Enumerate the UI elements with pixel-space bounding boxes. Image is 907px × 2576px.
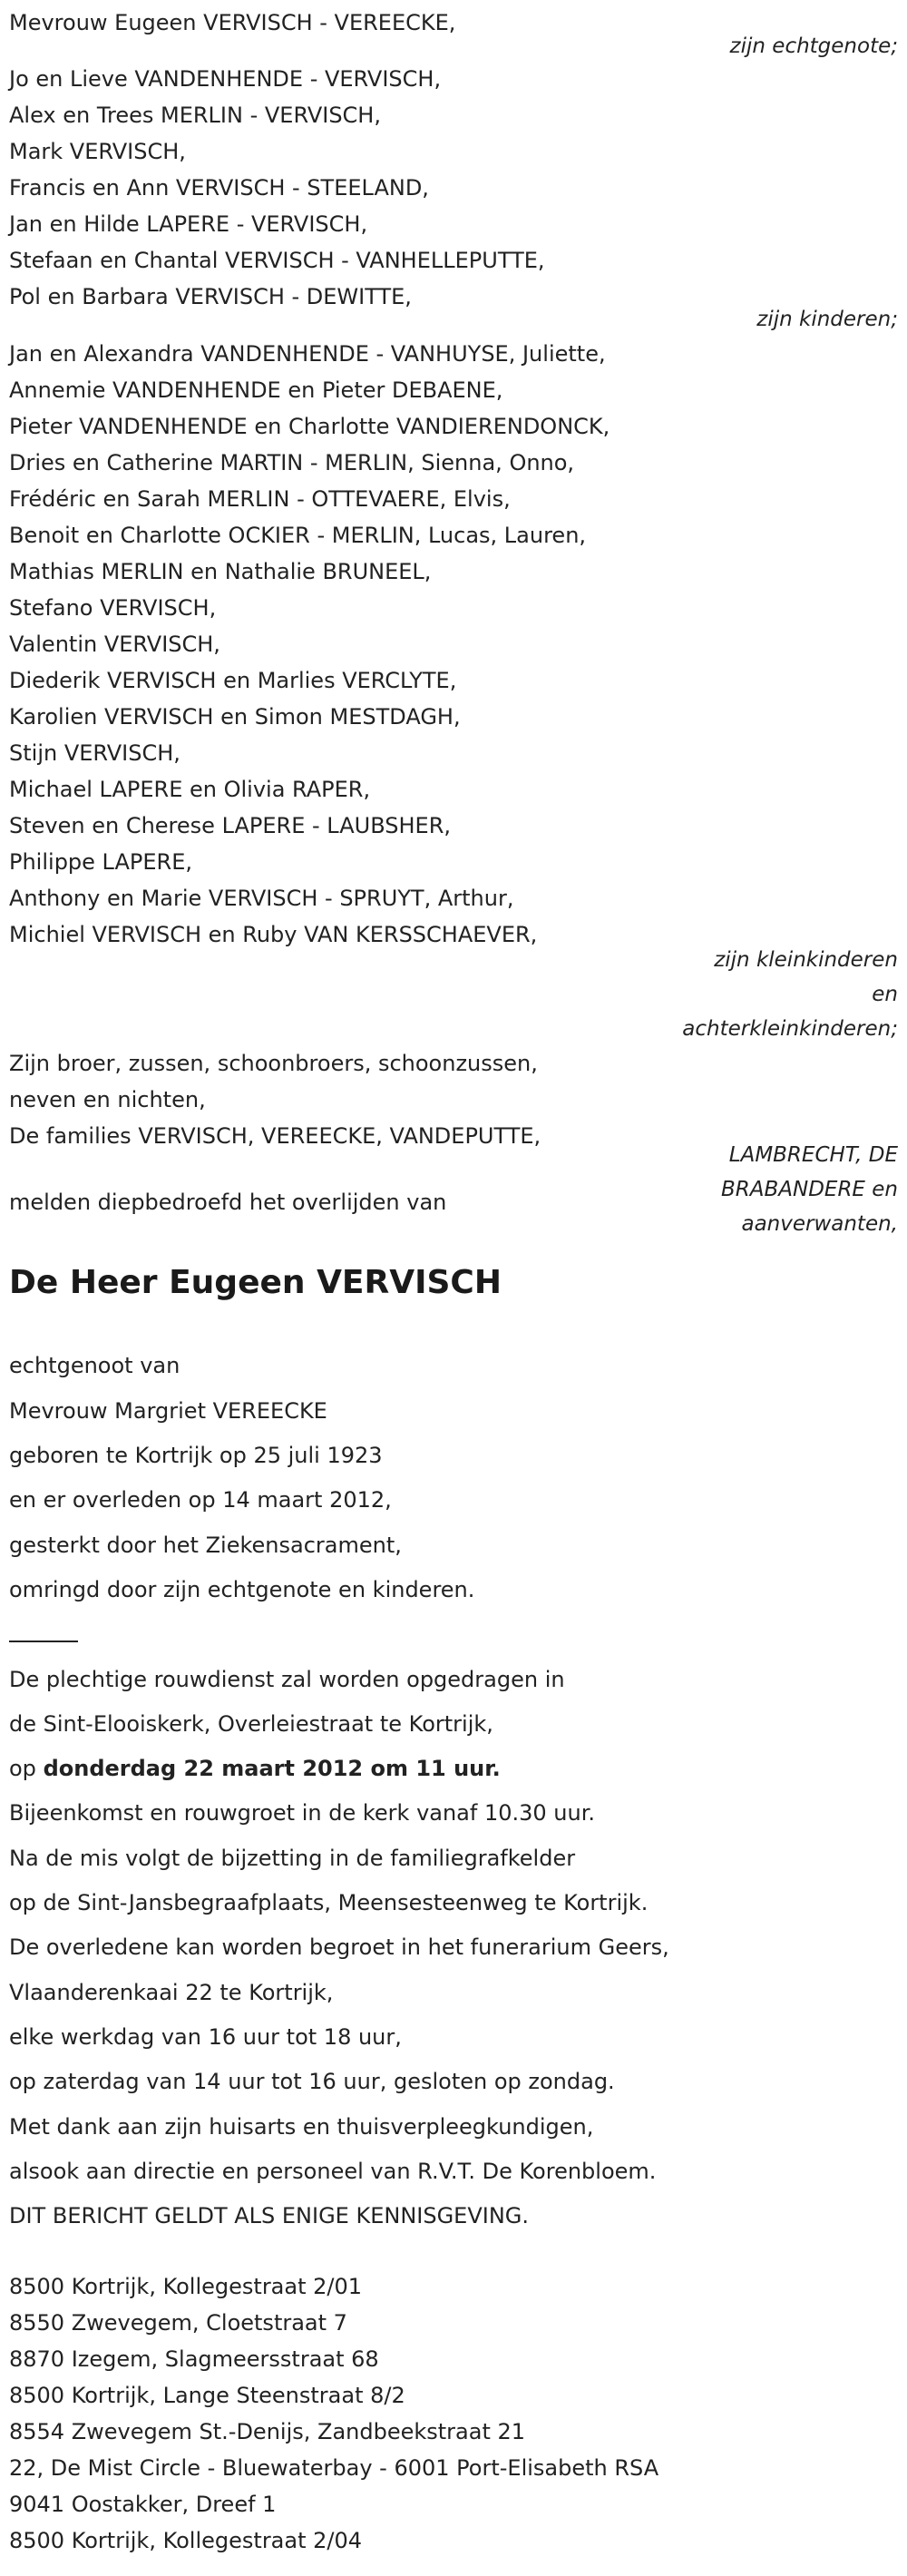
- child-name: Stefaan en Chantal VERVISCH - VANHELLEPUTTE,: [9, 248, 545, 273]
- grandchildren-role: en: [872, 983, 898, 1006]
- grandchild-name: Frédéric en Sarah MERLIN - OTTEVAERE, Elvis,: [9, 486, 511, 512]
- family-other: aanverwanten,: [741, 1212, 898, 1236]
- grandchild-name: Benoit en Charlotte OCKIER - MERLIN, Lucas, Lauren,: [9, 523, 587, 548]
- child-name: Jan en Hilde LAPERE - VERVISCH,: [9, 211, 368, 237]
- detail-line: omringd door zijn echtgenote en kinderen.: [9, 1577, 475, 1602]
- grandchild-name: Valentin VERVISCH,: [9, 632, 220, 657]
- service-line: op zaterdag van 14 uur tot 16 uur, gesloten op zondag.: [9, 2069, 615, 2094]
- detail-line: Mevrouw Margriet VEREECKE: [9, 1398, 327, 1424]
- grandchild-name: Dries en Catherine MARTIN - MERLIN, Sienna, Onno,: [9, 450, 575, 475]
- deceased-name: De Heer Eugeen VERVISCH: [9, 1264, 502, 1301]
- child-name: Alex en Trees MERLIN - VERVISCH,: [9, 103, 381, 128]
- service-line: Na de mis volgt de bijzetting in de familiegrafkelder: [9, 1846, 576, 1871]
- child-name: Pol en Barbara VERVISCH - DEWITTE,: [9, 284, 412, 309]
- service-line: op de Sint-Jansbegraafplaats, Meensesteenweg te Kortrijk.: [9, 1890, 649, 1915]
- detail-line: echtgenoot van: [9, 1353, 180, 1378]
- address-line: 9041 Oostakker, Dreef 1: [9, 2492, 277, 2517]
- grandchild-name: Karolien VERVISCH en Simon MESTDAGH,: [9, 704, 461, 730]
- child-name: Francis en Ann VERVISCH - STEELAND,: [9, 175, 429, 201]
- grandchild-name: Michael LAPERE en Olivia RAPER,: [9, 777, 371, 802]
- child-name: Mark VERVISCH,: [9, 139, 186, 164]
- address-line: 8500 Kortrijk, Kollegestraat 2/04: [9, 2528, 363, 2553]
- grandchild-name: Anthony en Marie VERVISCH - SPRUYT, Arthur,: [9, 886, 514, 911]
- address-line: 8500 Kortrijk, Lange Steenstraat 8/2: [9, 2383, 405, 2408]
- address-line: 8550 Zwevegem, Cloetstraat 7: [9, 2310, 347, 2336]
- detail-line: geboren te Kortrijk op 25 juli 1923: [9, 1443, 383, 1468]
- family-other: LAMBRECHT, DE: [728, 1143, 898, 1167]
- detail-line: gesterkt door het Ziekensacrament,: [9, 1533, 402, 1558]
- grandchild-name: Michiel VERVISCH en Ruby VAN KERSSCHAEVER,: [9, 922, 538, 947]
- address-line: 8554 Zwevegem St.-Denijs, Zandbeekstraat 21: [9, 2419, 526, 2444]
- service-line: alsook aan directie en personeel van R.V.T. De Korenbloem.: [9, 2159, 657, 2184]
- service-line: De overledene kan worden begroet in het funerarium Geers,: [9, 1934, 669, 1960]
- service-line: Vlaanderenkaai 22 te Kortrijk,: [9, 1980, 334, 2005]
- grandchild-name: Pieter VANDENHENDE en Charlotte VANDIERENDONCK,: [9, 414, 610, 439]
- service-line: elke werkdag van 16 uur tot 18 uur,: [9, 2024, 402, 2050]
- widow-name: Mevrouw Eugeen VERVISCH - VEREECKE,: [9, 10, 456, 35]
- service-date-prefix: op: [9, 1756, 36, 1781]
- service-line: de Sint-Elooiskerk, Overleiestraat te Kortrijk,: [9, 1711, 493, 1737]
- service-date: donderdag 22 maart 2012 om 11 uur.: [43, 1756, 501, 1781]
- grandchild-name: Philippe LAPERE,: [9, 849, 192, 875]
- widow-role: zijn echtgenote;: [729, 34, 898, 58]
- service-line: Met dank aan zijn huisarts en thuisverpleegkundigen,: [9, 2114, 594, 2140]
- family-other: BRABANDERE en: [720, 1178, 898, 1201]
- grandchild-name: Diederik VERVISCH en Marlies VERCLYTE,: [9, 668, 457, 693]
- grandchild-name: Steven en Cherese LAPERE - LAUBSHER,: [9, 813, 451, 838]
- address-line: 8500 Kortrijk, Kollegestraat 2/01: [9, 2274, 363, 2299]
- family-line: neven en nichten,: [9, 1087, 206, 1112]
- grandchildren-role: achterkleinkinderen;: [682, 1017, 898, 1041]
- grandchild-name: Stefano VERVISCH,: [9, 595, 217, 621]
- grandchild-name: Stijn VERVISCH,: [9, 740, 180, 766]
- grandchild-name: Annemie VANDENHENDE en Pieter DEBAENE,: [9, 377, 503, 403]
- separator-line: [9, 1641, 78, 1642]
- service-line: Bijeenkomst en rouwgroet in de kerk vanaf 10.30 uur.: [9, 1800, 596, 1826]
- service-date-line: [9, 1755, 501, 1782]
- family-line: Zijn broer, zussen, schoonbroers, schoonzussen,: [9, 1051, 538, 1076]
- address-line: 22, De Mist Circle - Bluewaterbay - 6001 Port-Elisabeth RSA: [9, 2455, 659, 2481]
- grandchildren-role: zijn kleinkinderen: [714, 948, 898, 972]
- notice-line: DIT BERICHT GELDT ALS ENIGE KENNISGEVING.: [9, 2203, 530, 2228]
- children-role: zijn kinderen;: [756, 308, 898, 331]
- service-line: De plechtige rouwdienst zal worden opgedragen in: [9, 1667, 565, 1692]
- family-line: De families VERVISCH, VEREECKE, VANDEPUTTE,: [9, 1123, 541, 1149]
- address-line: 8870 Izegem, Slagmeersstraat 68: [9, 2346, 379, 2372]
- child-name: Jo en Lieve VANDENHENDE - VERVISCH,: [9, 66, 442, 92]
- detail-line: en er overleden op 14 maart 2012,: [9, 1487, 392, 1513]
- grandchild-name: Jan en Alexandra VANDENHENDE - VANHUYSE, Juliette,: [9, 341, 606, 367]
- grandchild-name: Mathias MERLIN en Nathalie BRUNEEL,: [9, 559, 432, 584]
- announcement: melden diepbedroefd het overlijden van: [9, 1190, 447, 1215]
